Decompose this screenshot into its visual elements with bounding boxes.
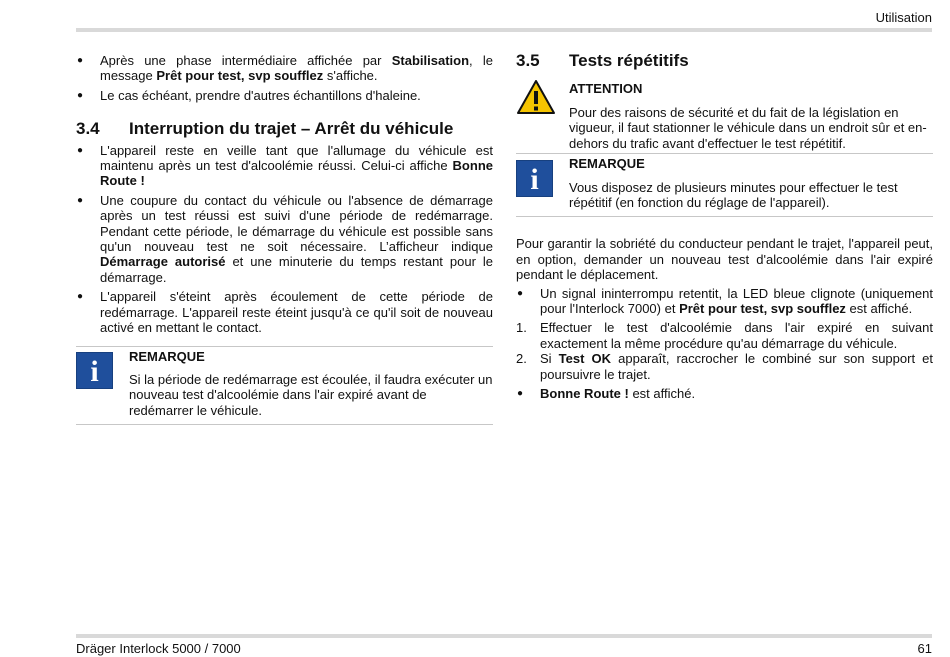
header-rule: [76, 28, 932, 32]
note-text: Si la période de redémarrage est écoulée, il faudra exécuter un nouveau test d'alcoolémie dans l'air expiré avant de redémarrer le véhicule.: [129, 371, 493, 418]
page-number: 61: [917, 641, 932, 656]
note-box: [516, 154, 933, 217]
paragraph: Pour garantir la sobriété du conducteur pendant le trajet, l'appareil peut, en option, demander un nouveau test d'alcoolémie dans l'air expiré pendant le déplacement.: [516, 236, 933, 283]
section-title: Interruption du trajet – Arrêt du véhicule: [129, 119, 454, 139]
list-item: ● Une coupure du contact du véhicule ou l'absence de démarrage après un test réussi est suivi d'une période de redémarrage. Pendant cette période, le démarrage du véhicule est possible sans qu'un nouveau test ne soit nécessaire. L’afficheur indique Démarrage autorisé et une minuterie du temps restant pour le démarrage.: [76, 193, 493, 285]
list-item: ● Après une phase intermédiaire affichée par Stabilisation, le message Prêt pour test, svp soufflez s'affiche.: [76, 53, 493, 84]
list-item: ● L'appareil s'éteint après écoulement de cette période de redémarrage. L'appareil reste éteint jusqu'à ce qu'il soit de nouveau activé en mettant le contact.: [76, 289, 493, 335]
running-header: Utilisation: [875, 10, 932, 25]
section-heading: [516, 53, 933, 68]
footer-product: Dräger Interlock 5000 / 7000: [76, 641, 241, 656]
footer-rule: [76, 634, 932, 638]
info-icon: i: [516, 160, 553, 197]
info-icon: i: [76, 352, 113, 389]
list-item: ● Le cas échéant, prendre d'autres échantillons d'haleine.: [76, 88, 493, 103]
attention-text: Pour des raisons de sécurité et du fait de la législation en vigueur, il faut stationner le véhicule dans un endroit sûr et en-dehors du trafic avant d'effectuer le test répétitif.: [569, 104, 927, 151]
warning-icon: [516, 79, 556, 115]
section-number: 3.5: [516, 51, 540, 70]
numbered-step: 1. Effectuer le test d'alcoolémie dans l'air expiré en suivant exactement la même procédure qu'au démarrage du véhicule.: [516, 320, 933, 351]
numbered-step: 2. Si Test OK apparaît, raccrocher le combiné sur son support et poursuivre le trajet.: [516, 351, 933, 382]
left-column: [76, 53, 493, 425]
note-text: Vous disposez de plusieurs minutes pour effectuer le test répétitif (en fonction du réglage de l'appareil).: [569, 179, 898, 211]
section-title: Tests répétitifs: [569, 51, 689, 70]
right-column: [516, 53, 933, 405]
note-title: REMARQUE: [569, 156, 645, 172]
list-item: ● Un signal ininterrompu retentit, la LED bleue clignote (uniquement pour l'Interlock 7000) et Prêt pour test, svp soufflez est affiché.: [516, 286, 933, 317]
list-item: ● L'appareil reste en veille tant que l'allumage du véhicule est maintenu après un test d'alcoolémie réussi. Celui-ci affiche Bonne Route !: [76, 143, 493, 189]
attention-box: [516, 79, 933, 154]
section-number: 3.4: [76, 119, 100, 139]
list-item: ● Bonne Route ! est affiché.: [516, 386, 933, 401]
note-box: [76, 346, 493, 425]
note-title: REMARQUE: [129, 348, 205, 364]
attention-title: ATTENTION: [569, 81, 643, 97]
section-heading: [76, 119, 493, 139]
